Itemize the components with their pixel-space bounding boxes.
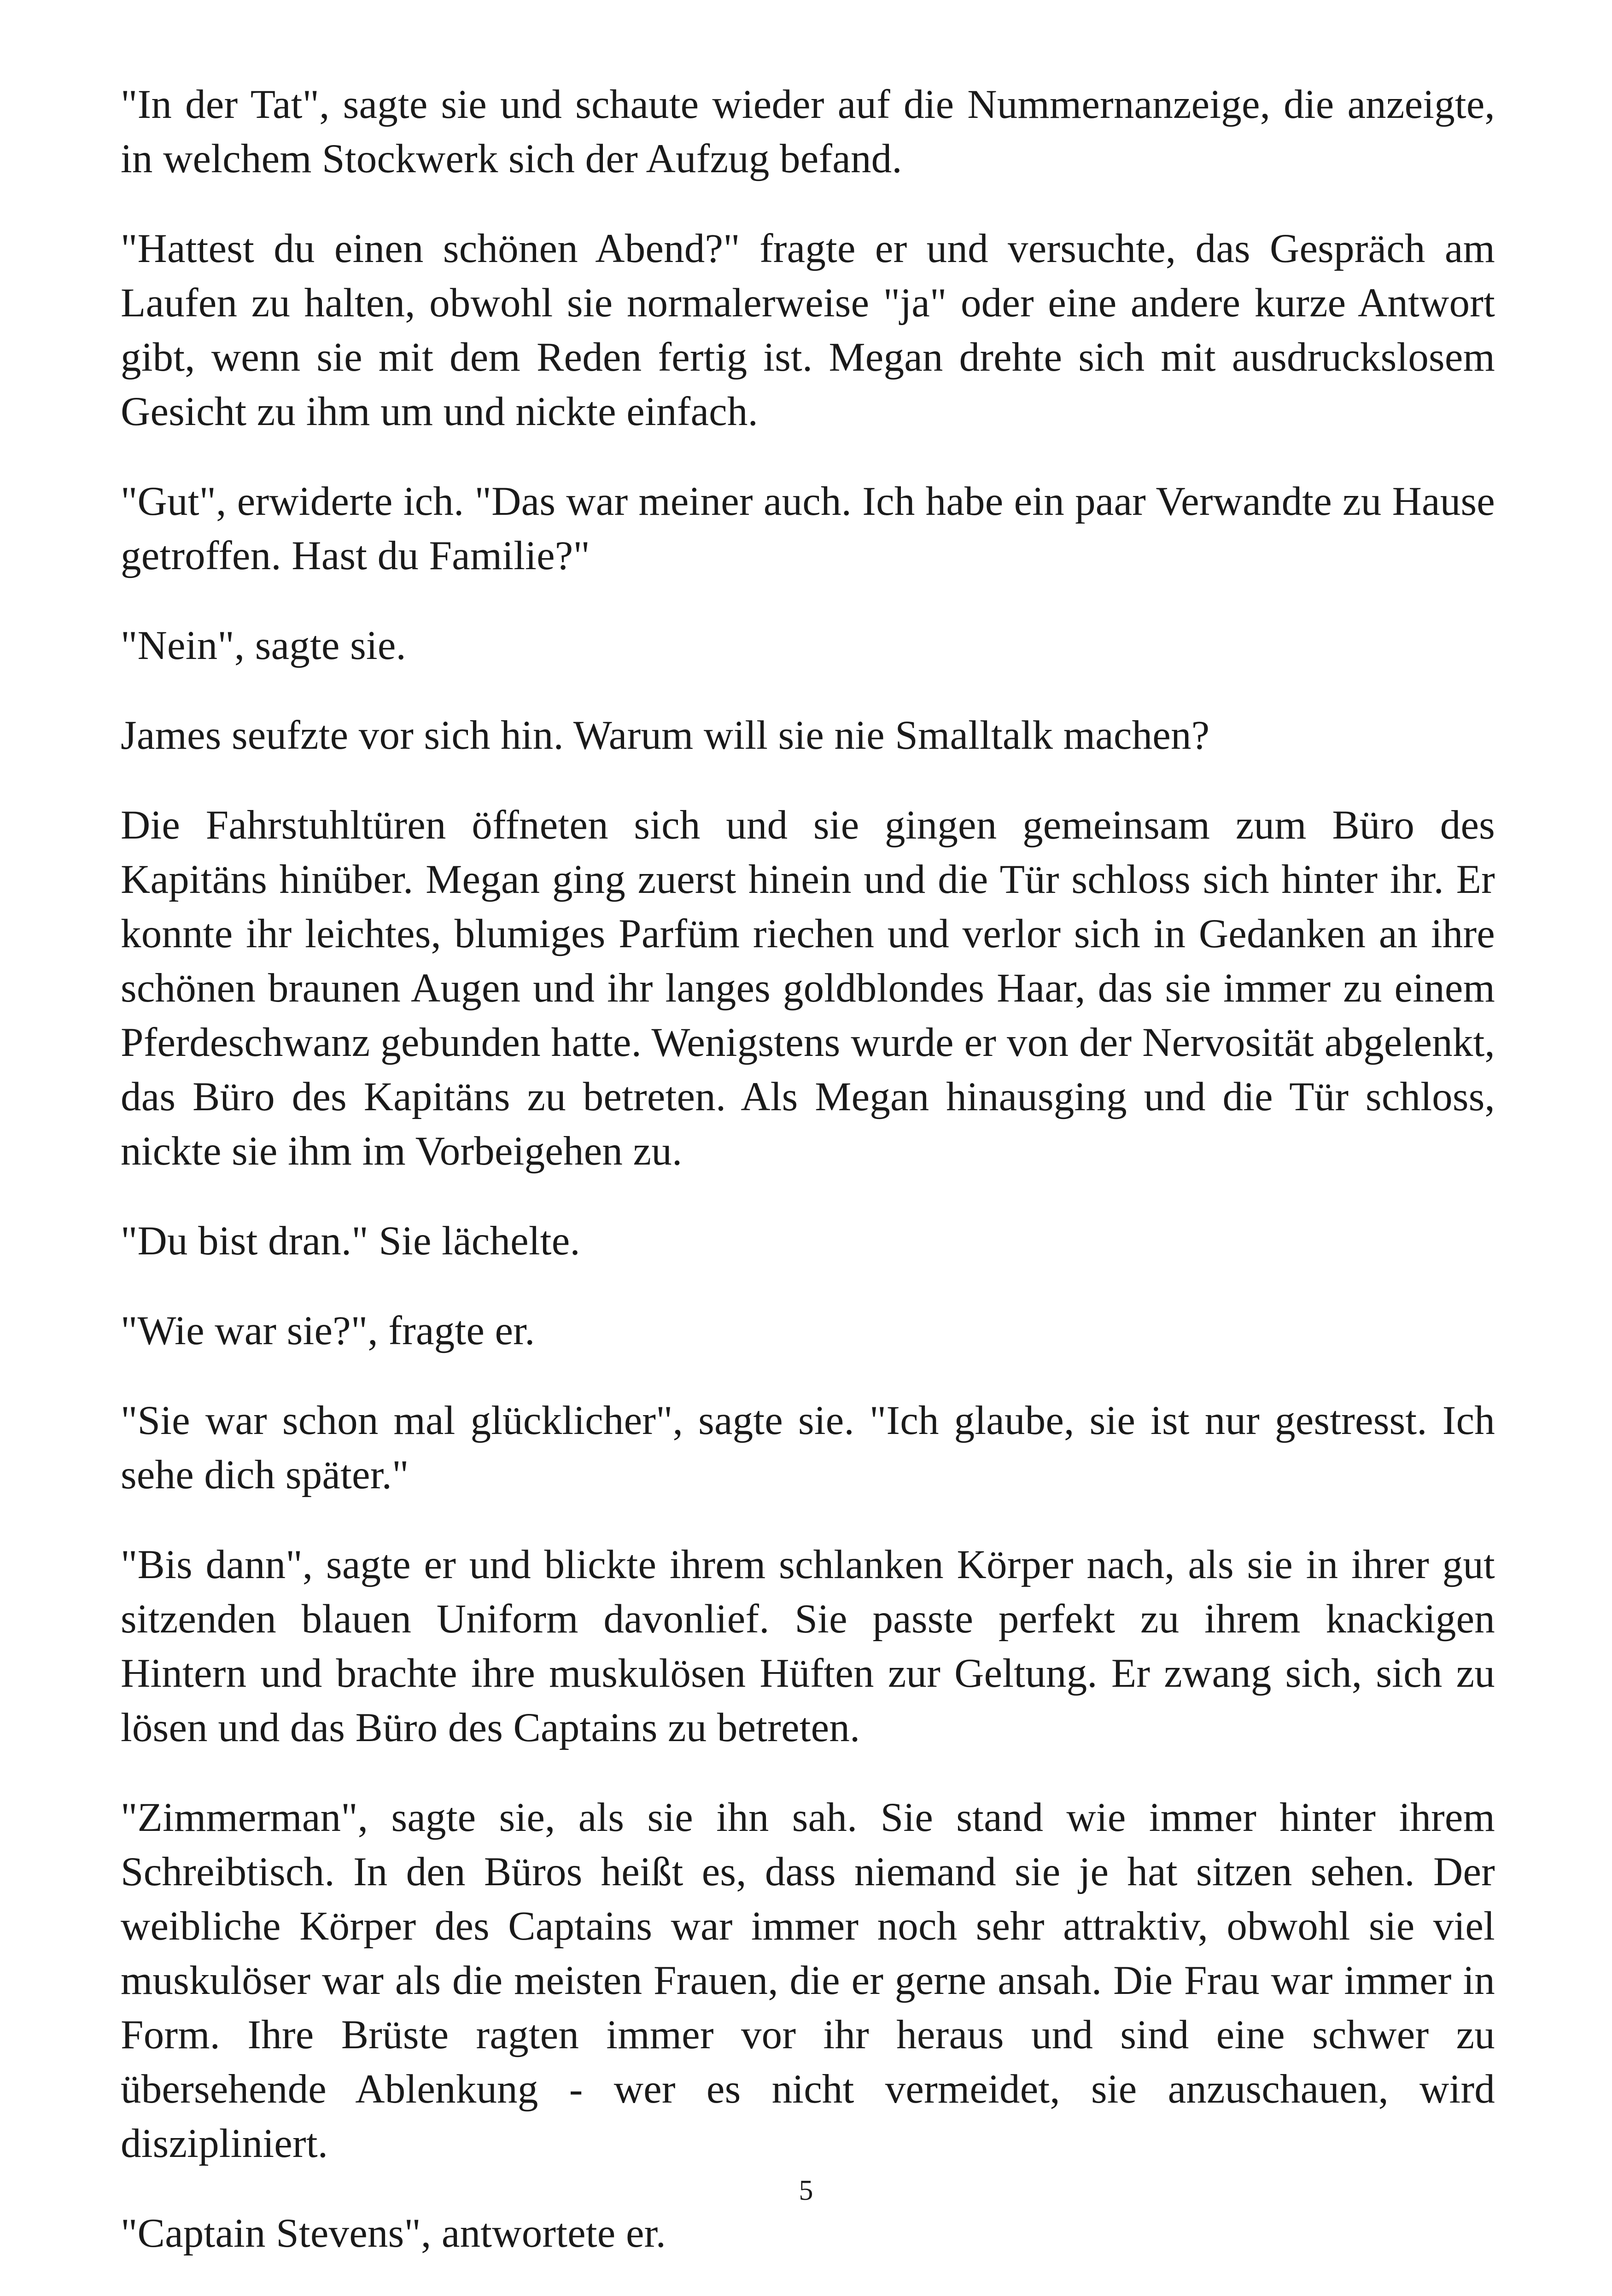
paragraph-1: "In der Tat", sagte sie und schaute wieder auf die Nummernanzeige, die anzeigte, in welchem Stockwerk sich der Aufzug befand. — [121, 82, 1495, 181]
paragraph-8: "Wie war sie?", fragte er. — [121, 1308, 535, 1353]
paragraph-7: "Du bist dran." Sie lächelte. — [121, 1218, 580, 1264]
paragraph-4: "Nein", sagte sie. — [121, 623, 406, 668]
page-number: 5 — [799, 2175, 813, 2206]
paragraph-2: "Hattest du einen schönen Abend?" fragte er und versuchte, das Gespräch am Laufen zu halten, obwohl sie normalerweise "ja" oder eine andere kurze Antwort gibt, wenn sie mit dem Reden fertig ist. Megan drehte sich mit ausdruckslosem Gesicht zu ihm um und nickte einfach. — [121, 226, 1495, 434]
paragraph-6: Die Fahrstuhltüren öffneten sich und sie gingen gemeinsam zum Büro des Kapitäns hinüber. Megan ging zuerst hinein und die Tür schloss sich hinter ihr. Er konnte ihr leichtes, blumiges Parfüm riechen und verlor sich in Gedanken an ihre schönen braunen Augen und ihr langes goldblondes Haar, das sie immer zu einem Pferdeschwanz gebunden hatte. Wenigstens wurde er von der Nervosität abgelenkt, das Büro des Kapitäns zu betreten. Als Megan hinausging und die Tür schloss, nickte sie ihm im Vorbeigehen zu. — [121, 803, 1495, 1174]
paragraph-9: "Sie war schon mal glücklicher", sagte sie. "Ich glaube, sie ist nur gestresst. Ich sehe dich später." — [121, 1398, 1495, 1498]
paragraph-12: "Captain Stevens", antwortete er. — [121, 2211, 666, 2256]
paragraph-10: "Bis dann", sagte er und blickte ihrem schlanken Körper nach, als sie in ihrer gut sitzenden blauen Uniform davonlief. Sie passte perfekt zu ihrem knackigen Hintern und brachte ihre muskulösen Hüften zur Geltung. Er zwang sich, sich zu lösen und das Büro des Captains zu betreten. — [121, 1542, 1495, 1750]
paragraph-3: "Gut", erwiderte ich. "Das war meiner auch. Ich habe ein paar Verwandte zu Hause getroffen. Hast du Familie?" — [121, 479, 1495, 578]
paragraph-5: James seufzte vor sich hin. Warum will sie nie Smalltalk machen? — [121, 713, 1210, 758]
page-body — [121, 77, 1495, 2296]
paragraph-11: "Zimmerman", sagte sie, als sie ihn sah. Sie stand wie immer hinter ihrem Schreibtisch. In den Büros heißt es, dass niemand sie je hat sitzen sehen. Der weibliche Körper des Captains war immer noch sehr attraktiv, obwohl sie viel muskulöser war als die meisten Frauen, die er gerne ansah. Die Frau war immer in Form. Ihre Brüste ragten immer vor ihr heraus und sind eine schwer zu übersehende Ablenkung - wer es nicht vermeidet, sie anzuschauen, wird diszipliniert. — [121, 1795, 1495, 2166]
